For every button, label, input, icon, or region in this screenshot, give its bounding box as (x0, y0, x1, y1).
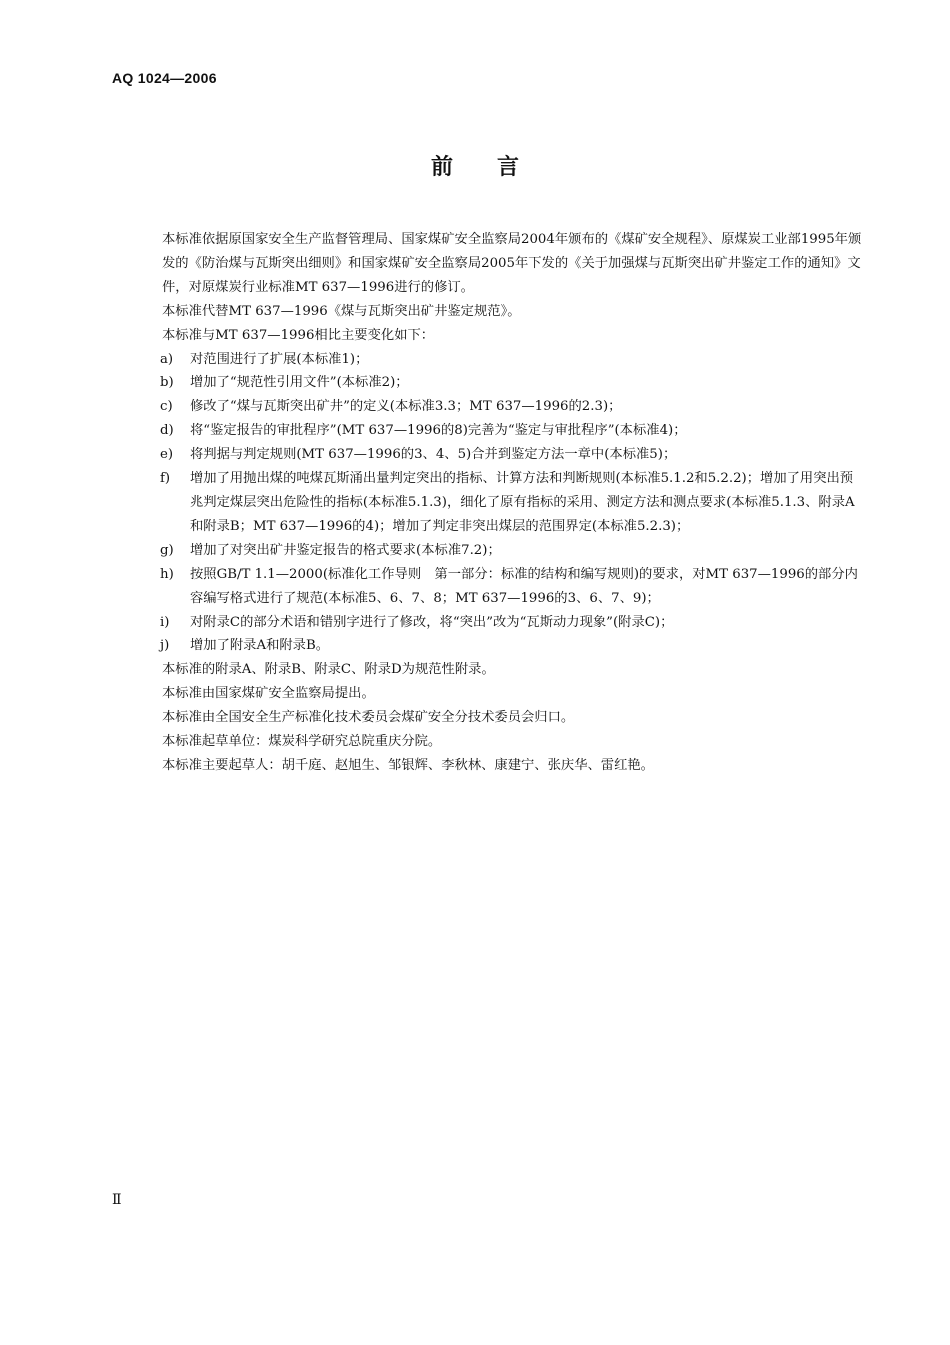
list-item (160, 443, 862, 467)
list-item-text: 对范围进行了扩展(本标准1)； (190, 351, 369, 367)
list-item (160, 467, 862, 539)
paragraph-committee (162, 706, 862, 730)
paragraph-replaces (162, 300, 862, 324)
paragraph-drafters-text: 本标准主要起草人：胡千庭、赵旭生、邹银辉、李秋林、康建宁、张庆华、雷红艳。 (162, 757, 654, 773)
paragraph-drafters (162, 754, 862, 778)
list-item-text: 增加了用抛出煤的吨煤瓦斯涌出量判定突出的指标、计算方法和判断规则(本标准5.1.2和5.2.2)；增加了用突出预兆判定煤层突出危险性的指标(本标准5.1.3)，细化了原有指标的采用、测定方法和测点要求(本标准5.1.3、附录A和附录B；MT 637—1996的4)；增加了判定非突出煤层的范围界定(本标准5.2.3)； (190, 471, 855, 534)
list-item-label: b) (160, 375, 174, 391)
list-item-text: 修改了“煤与瓦斯突出矿井”的定义(本标准3.3；MT 637—1996的2.3)； (190, 399, 622, 415)
paragraph-changes-intro-text: 本标准与MT 637—1996相比主要变化如下： (162, 327, 435, 343)
list-item-text: 将判据与判定规则(MT 637—1996的3、4、5)合并到鉴定方法一章中(本标准5)； (190, 447, 677, 463)
list-item-label: h) (160, 566, 174, 582)
page-title: 前言 (430, 155, 563, 180)
list-item-label: a) (160, 351, 174, 367)
list-item (160, 419, 862, 443)
paragraph-changes-intro (162, 324, 862, 348)
list-item (160, 348, 862, 372)
list-item (160, 634, 862, 658)
paragraph-annexes (162, 658, 862, 682)
list-item-label: j) (160, 638, 170, 654)
document-code: AQ 1024—2006 (112, 70, 217, 86)
paragraph-intro-text: 本标准依据原国家安全生产监督管理局、国家煤矿安全监察局2004年颁布的《煤矿安全规程》、原煤炭工业部1995年颁发的《防治煤与瓦斯突出细则》和国家煤矿安全监察局2005年下发的《关于加强煤与瓦斯突出矿井鉴定工作的通知》文件，对原煤炭行业标准MT 637—1996进行的修订。 (162, 232, 862, 295)
list-item (160, 395, 862, 419)
list-item (160, 611, 862, 635)
paragraph-drafting-unit-text: 本标准起草单位：煤炭科学研究总院重庆分院。 (162, 734, 442, 750)
list-item-label: c) (160, 399, 173, 415)
paragraph-proposer (162, 682, 862, 706)
paragraph-replaces-text: 本标准代替MT 637—1996《煤与瓦斯突出矿井鉴定规范》。 (162, 303, 521, 319)
list-item (160, 563, 862, 611)
list-item-text: 按照GB/T 1.1—2000(标准化工作导则 第一部分：标准的结构和编写规则)的要求，对MT 637—1996的部分内容编写格式进行了规范(本标准5、6、7、8；MT 637—1996的3、6、7、9)； (190, 566, 858, 606)
list-item (160, 371, 862, 395)
list-item-text: 增加了“规范性引用文件”(本标准2)； (190, 375, 409, 391)
list-item-label: i) (160, 614, 170, 630)
foreword-body (162, 228, 862, 778)
paragraph-drafting-unit (162, 730, 862, 754)
list-item-text: 增加了对突出矿井鉴定报告的格式要求(本标准7.2)； (190, 542, 501, 558)
list-item-text: 增加了附录A和附录B。 (190, 638, 330, 654)
list-item (160, 539, 862, 563)
list-item-label: d) (160, 423, 174, 439)
list-item-label: g) (160, 542, 174, 558)
paragraph-annexes-text: 本标准的附录A、附录B、附录C、附录D为规范性附录。 (162, 662, 495, 678)
paragraph-committee-text: 本标准由全国安全生产标准化技术委员会煤矿安全分技术委员会归口。 (162, 710, 575, 726)
list-item-label: f) (160, 471, 171, 487)
page-number: Ⅱ (112, 1192, 122, 1208)
paragraph-intro (162, 228, 862, 300)
list-item-text: 对附录C的部分术语和错别字进行了修改，将“突出”改为“瓦斯动力现象”(附录C)； (190, 614, 674, 630)
list-item-label: e) (160, 447, 174, 463)
paragraph-proposer-text: 本标准由国家煤矿安全监察局提出。 (162, 686, 375, 702)
list-item-text: 将“鉴定报告的审批程序”(MT 637—1996的8)完善为“鉴定与审批程序”(本标准4)； (190, 423, 687, 439)
